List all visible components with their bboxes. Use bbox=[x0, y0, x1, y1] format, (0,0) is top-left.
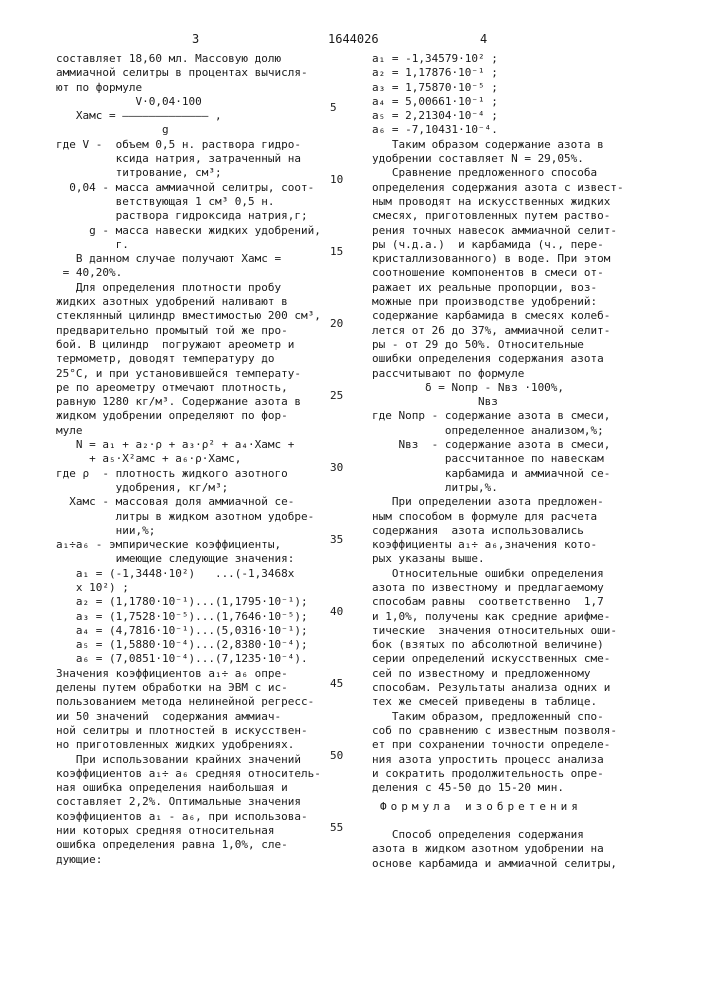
left-text-line: аммиачной селитры в процентах вычисля- bbox=[56, 66, 308, 80]
left-text-line: г. bbox=[56, 237, 129, 251]
line-number: 45 bbox=[330, 677, 344, 690]
left-text-line: a₁÷a₆ - эмпирические коэффициенты, bbox=[56, 538, 282, 552]
right-text-line: Таким образом содержание азота в bbox=[372, 137, 604, 151]
left-text-line: жидком удобрении определяют по фор- bbox=[56, 409, 288, 423]
line-number: 35 bbox=[330, 533, 344, 546]
left-text-line: х 10²) ; bbox=[56, 580, 129, 594]
right-text-column bbox=[372, 52, 672, 795]
right-text-line: a₄ = 5,00661·10⁻¹ ; bbox=[372, 94, 498, 108]
left-text-line: имеющие следующие значения: bbox=[56, 552, 295, 566]
right-text-line: деления с 45-50 до 15-20 мин. bbox=[372, 781, 565, 795]
right-text-line: содержания азота использовались bbox=[372, 523, 584, 537]
left-text-line: g bbox=[56, 123, 169, 137]
left-text-line: составляет 2,2%. Оптимальные значения bbox=[56, 795, 302, 809]
right-text-line: удобрении составляет N = 29,05%. bbox=[372, 152, 584, 166]
right-text-line: соб по сравнению с известным позволя- bbox=[372, 723, 618, 737]
left-text-line: ре по ареометру отмечают плотность, bbox=[56, 380, 288, 394]
left-text-line: стеклянный цилиндр вместимостью 200 см³, bbox=[56, 309, 321, 323]
right-text-line: бок (взятых по абсолютной величине) bbox=[372, 638, 604, 652]
left-text-line: где ρ - плотность жидкого азотного bbox=[56, 466, 288, 480]
right-text-line: рых указаны выше. bbox=[372, 552, 485, 566]
right-text-line: a₆ = -7,10431·10⁻⁴. bbox=[372, 123, 498, 137]
right-text-line: ным проводят на искусственных жидких bbox=[372, 194, 611, 208]
right-text-line: ным способом в формуле для расчета bbox=[372, 509, 598, 523]
right-text-line: При определении азота предложен- bbox=[372, 495, 604, 509]
right-text-line: рассчитывают по формуле bbox=[372, 366, 525, 380]
right-text-line: δ = Nопр - Nвз ·100%, bbox=[372, 380, 565, 394]
line-number: 40 bbox=[330, 605, 344, 618]
right-text-line: Относительные ошибки определения bbox=[372, 566, 604, 580]
right-text-line: a₃ = 1,75870·10⁻⁵ ; bbox=[372, 80, 498, 94]
left-text-line: жидких азотных удобрений наливают в bbox=[56, 295, 288, 309]
right-text-line: литры,%. bbox=[372, 480, 498, 494]
left-text-line: делены путем обработки на ЭВМ с ис- bbox=[56, 681, 288, 695]
line-number: 5 bbox=[330, 101, 337, 114]
left-text-line: раствора гидроксида натрия,г; bbox=[56, 209, 308, 223]
left-text-line: a₅ = (1,5880·10⁻⁴)...(2,8380·10⁻⁴); bbox=[56, 638, 308, 652]
left-text-line: a₁ = (-1,3448·10²) ...(-1,3468х bbox=[56, 566, 295, 580]
left-text-line: ии 50 значений содержания аммиач- bbox=[56, 709, 282, 723]
left-text-line: = 40,20%. bbox=[56, 266, 123, 280]
right-text-line: где Nопр - содержание азота в смеси, bbox=[372, 409, 611, 423]
right-text-line: содержание карбамида в смесях колеб- bbox=[372, 309, 611, 323]
claims-text-line: Способ определения содержания bbox=[372, 828, 584, 841]
left-text-line: a₄ = (4,7816·10⁻¹)...(5,0316·10⁻¹); bbox=[56, 623, 308, 637]
left-text-line: нии которых средняя относительная bbox=[56, 824, 275, 838]
left-text-line: термометр, доводят температуру до bbox=[56, 352, 275, 366]
line-number: 10 bbox=[330, 173, 344, 186]
left-text-line: N = a₁ + a₂·ρ + a₃·ρ² + a₄·Xамс + bbox=[56, 438, 295, 452]
left-text-line: ной селитры и плотностей в искусствен- bbox=[56, 723, 308, 737]
line-number: 55 bbox=[330, 821, 344, 834]
left-text-line: но приготовленных жидких удобрениях. bbox=[56, 738, 295, 752]
right-text-line: ошибки определения содержания азота bbox=[372, 352, 604, 366]
right-text-line: способам равны соответственно 1,7 bbox=[372, 595, 604, 609]
right-text-line: тические значения относительных оши- bbox=[372, 623, 618, 637]
right-text-line: тех же смесей приведены в таблице. bbox=[372, 695, 598, 709]
left-text-line: ошибка определения равна 1,0%, сле- bbox=[56, 838, 288, 852]
left-text-line: Xамс - массовая доля аммиачной се- bbox=[56, 495, 295, 509]
left-text-line: В данном случае получают Xамс = bbox=[56, 252, 282, 266]
left-text-line: бой. В цилиндр погружают ареометр и bbox=[56, 337, 295, 351]
right-text-line: Nвз - содержание азота в смеси, bbox=[372, 438, 611, 452]
right-text-line: смесях, приготовленных путем раство- bbox=[372, 209, 611, 223]
left-text-line: При использовании крайних значений bbox=[56, 752, 302, 766]
left-text-column bbox=[56, 52, 346, 867]
line-number: 15 bbox=[330, 245, 344, 258]
right-text-line: a₂ = 1,17876·10⁻¹ ; bbox=[372, 66, 498, 80]
right-text-line: кристаллизованного) в воде. При этом bbox=[372, 252, 611, 266]
left-text-line: коэффициентов a₁÷ a₆ средняя относитель- bbox=[56, 766, 321, 780]
left-text-line: Xамс = ————————————— , bbox=[56, 109, 222, 123]
right-text-line: рассчитанное по навескам bbox=[372, 452, 604, 466]
right-text-line: a₅ = 2,21304·10⁻⁴ ; bbox=[372, 109, 498, 123]
left-text-line: V·0,04·100 bbox=[56, 94, 202, 108]
left-text-line: титрование, см³; bbox=[56, 166, 222, 180]
left-text-line: пользованием метода нелинейной регресс- bbox=[56, 695, 315, 709]
right-text-line: ры - от 29 до 50%. Относительные bbox=[372, 337, 584, 351]
left-text-line: Значения коэффициентов a₁÷ a₆ опре- bbox=[56, 666, 288, 680]
line-number: 30 bbox=[330, 461, 344, 474]
left-text-line: 25°С, и при установившейся температу- bbox=[56, 366, 302, 380]
right-text-line: Сравнение предложенного способа bbox=[372, 166, 598, 180]
left-text-line: ксида натрия, затраченный на bbox=[56, 152, 302, 166]
right-text-line: определения содержания азота с извест- bbox=[372, 180, 624, 194]
right-text-line: и 1,0%, получены как средние арифме- bbox=[372, 609, 611, 623]
right-text-line: a₁ = -1,34579·10² ; bbox=[372, 52, 498, 65]
left-text-line: a₂ = (1,1780·10⁻¹)...(1,1795·10⁻¹); bbox=[56, 595, 308, 609]
left-text-line: предварительно промытый той же про- bbox=[56, 323, 288, 337]
left-text-line: дующие: bbox=[56, 852, 103, 866]
right-text-line: можные при производстве удобрений: bbox=[372, 295, 598, 309]
right-text-line: карбамида и аммиачной се- bbox=[372, 466, 611, 480]
right-text-line: коэффициенты a₁÷ a₆,значения кото- bbox=[372, 538, 598, 552]
claims-text-line: азота в жидком азотном удобрении на bbox=[372, 842, 604, 856]
right-text-line: Nвз bbox=[372, 395, 498, 409]
left-text-line: удобрения, кг/м³; bbox=[56, 480, 229, 494]
left-text-line: Для определения плотности пробу bbox=[56, 280, 282, 294]
right-text-line: определенное анализом,%; bbox=[372, 423, 604, 437]
claims-title: Формула изобретения bbox=[380, 800, 582, 813]
right-text-line: ры (ч.д.а.) и карбамида (ч., пере- bbox=[372, 237, 604, 251]
right-text-line: способам. Результаты анализа одних и bbox=[372, 681, 611, 695]
left-text-line: ветствующая 1 см³ 0,5 н. bbox=[56, 194, 275, 208]
left-text-line: коэффициентов a₁ - a₆, при использова- bbox=[56, 809, 308, 823]
line-number: 50 bbox=[330, 749, 344, 762]
right-text-line: ражает их реальные пропорции, воз- bbox=[372, 280, 598, 294]
right-text-line: азота по известному и предлагаемому bbox=[372, 580, 604, 594]
page-number-left: 3 bbox=[192, 32, 200, 46]
claims-text-line: основе карбамида и аммиачной селитры, bbox=[372, 856, 618, 870]
left-text-line: равную 1280 кг/м³. Содержание азота в bbox=[56, 395, 302, 409]
left-text-line: a₆ = (7,0851·10⁻⁴)...(7,1235·10⁻⁴). bbox=[56, 652, 308, 666]
claims-text bbox=[372, 828, 672, 871]
left-text-line: ют по формуле bbox=[56, 80, 143, 94]
left-text-line: муле bbox=[56, 423, 83, 437]
right-text-line: ния азота упростить процесс анализа bbox=[372, 752, 604, 766]
right-text-line: рения точных навесок аммиачной селит- bbox=[372, 223, 618, 237]
right-text-line: серии определений искусственных сме- bbox=[372, 652, 611, 666]
line-number: 25 bbox=[330, 389, 344, 402]
page-number-right: 4 bbox=[480, 32, 488, 46]
left-text-line: a₃ = (1,7528·10⁻⁵)...(1,7646·10⁻⁵); bbox=[56, 609, 308, 623]
left-text-line: нии,%; bbox=[56, 523, 156, 537]
left-text-line: литры в жидком азотном удобре- bbox=[56, 509, 315, 523]
right-text-line: и сократить продолжительность опре- bbox=[372, 766, 604, 780]
patent-number: 1644026 bbox=[328, 32, 379, 46]
left-text-line: 0,04 - масса аммиачной селитры, соот- bbox=[56, 180, 315, 194]
right-text-line: Таким образом, предложенный спо- bbox=[372, 709, 604, 723]
right-text-line: ет при сохранении точности определе- bbox=[372, 738, 611, 752]
right-text-line: лется от 26 до 37%, аммиачной селит- bbox=[372, 323, 611, 337]
right-text-line: соотношение компонентов в смеси от- bbox=[372, 266, 604, 280]
left-text-line: где V - объем 0,5 н. раствора гидро- bbox=[56, 137, 302, 151]
left-text-line: составляет 18,60 мл. Массовую долю bbox=[56, 52, 282, 65]
left-text-line: + a₅·X²амс + a₆·ρ·Xамс, bbox=[56, 452, 242, 466]
line-number: 20 bbox=[330, 317, 344, 330]
right-text-line: сей по известному и предложенному bbox=[372, 666, 591, 680]
left-text-line: ная ошибка определения наибольшая и bbox=[56, 781, 288, 795]
left-text-line: g - масса навески жидких удобрений, bbox=[56, 223, 321, 237]
